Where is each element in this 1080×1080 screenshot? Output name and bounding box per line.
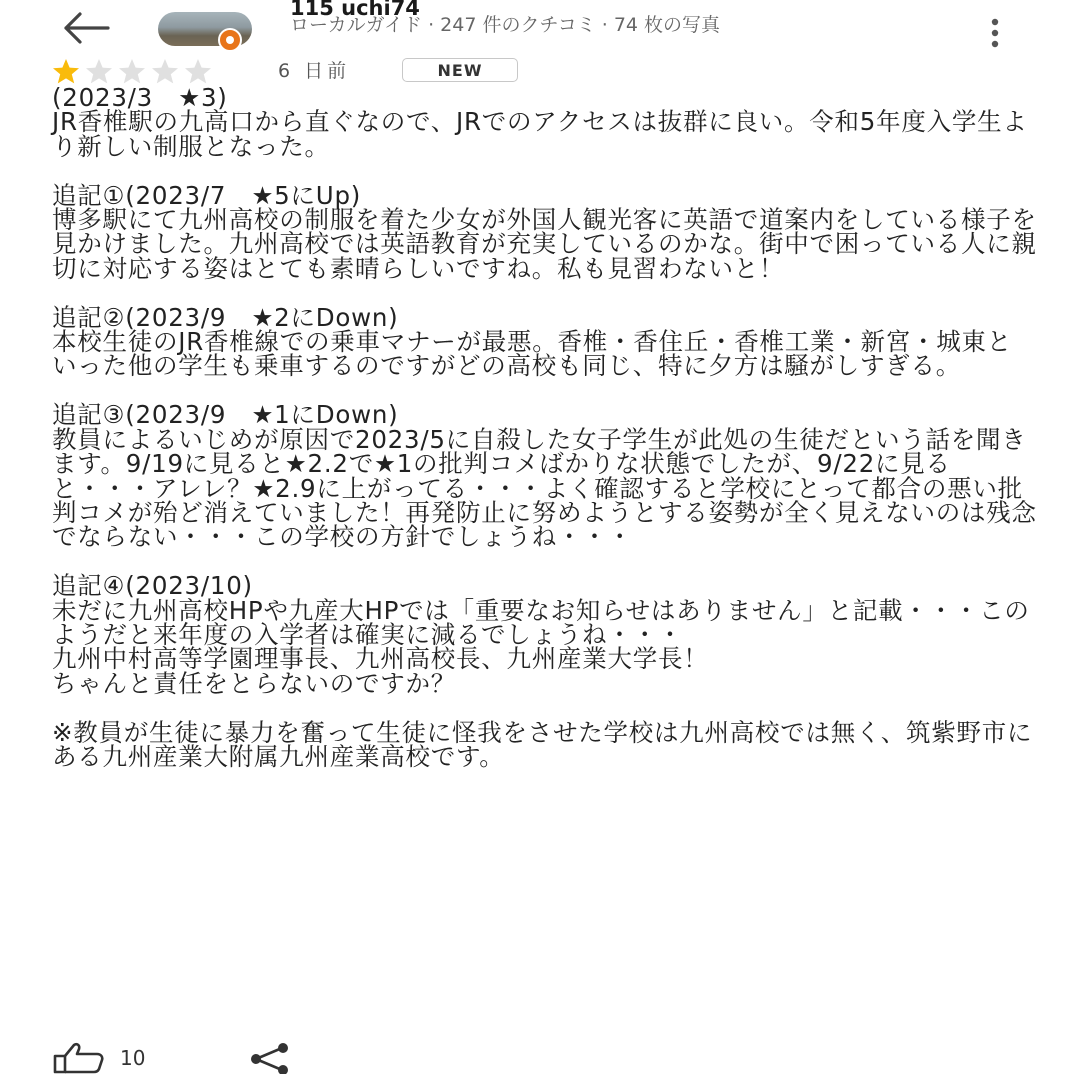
thumbs-up-icon [52,1042,106,1074]
more-vertical-icon [980,14,1010,54]
like-button[interactable] [52,1042,145,1074]
arrow-left-icon [58,8,114,48]
like-count: 10 [120,1046,146,1070]
star-filled-icon [52,58,80,84]
star-empty-icon [85,58,113,84]
new-badge: NEW [402,58,518,82]
star-rating [52,58,212,84]
back-button[interactable] [58,8,114,48]
review-date: 6 日前 [278,60,351,82]
avatar[interactable] [158,12,252,46]
user-meta: ローカルガイド · 247 件のクチコミ · 74 枚の写真 [290,14,721,36]
star-empty-icon [118,58,146,84]
star-empty-icon [151,58,179,84]
share-button[interactable] [246,1042,294,1074]
star-empty-icon [184,58,212,84]
more-options-button[interactable] [980,14,1010,54]
share-icon [246,1042,294,1074]
review-text: (2023/3 ★3) JR香椎駅の九高口から直ぐなので、JRでのアクセスは抜群に良い。令和5年度入学生より新しい制服となった。 追記①(2023/7 ★5にUp) 博多駅にて九州高校の制服を着た少女が外国人観光客に英語で道案内をしている様子を見かけました。九州高校では英語教育が充実しているのかな。街中で困っている人に親切に対応する姿はとても素晴らしいですね。私も見習わないと！ 追記②(2023/9 ★2にDown) 本校生徒のJR香椎線での乗車マナーが最悪。香椎・香住丘・香椎工業・新宮・城東といった他の学生も乗車するのですがどの高校も同じ、特に夕方は騒がしすぎる。 追記③(2023/9 ★1にDown) 教員によるいじめが原因で2023/5に自殺した女子学生が此処の生徒だという話を聞きます。9/19に見ると★2.2で★1の批判コメばかりな状態でしたが、9/22に見ると・・・アレレ？★2.9に上がってる・・・よく確認すると学校にとって都合の悪い批判コメが殆ど消えていました！再発防止に努めようとする姿勢が全く見えないのは残念でならない・・・この学校の方針でしょうね・・・ 追記④(2023/10) 未だに九州高校HPや九産大HPでは「重要なお知らせはありません」と記載・・・このようだと来年度の入学者は確実に減るでしょうね・・・ 九州中村高等学園理事長、九州高校長、九州産業大学長！ ちゃんと責任をとらないのですか？ ※教員が生徒に暴力を奮って生徒に怪我をさせた学校は九州高校では無く、筑紫野市にある九州産業大附属九州産業高校です。 [52,83,1037,771]
local-guide-badge-icon [218,28,242,52]
user-name[interactable]: 115 uchi74 [290,0,420,20]
